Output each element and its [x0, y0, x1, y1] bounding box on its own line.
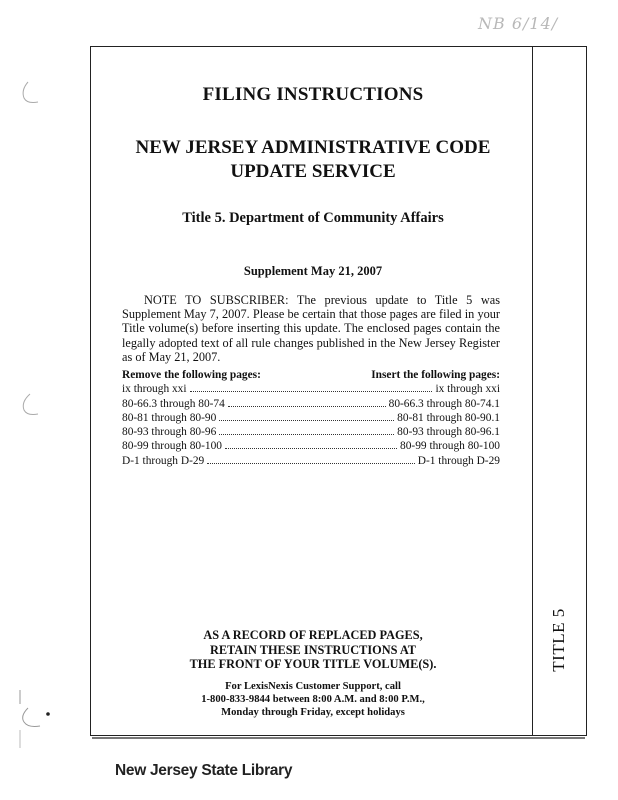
record-notice: [108, 628, 518, 672]
supplement-date: Supplement May 21, 2007: [243, 264, 383, 278]
remove-pages: 80-66.3 through 80-74: [122, 397, 225, 410]
code-heading-line2: UPDATE SERVICE: [230, 161, 396, 182]
dot-leader: [207, 454, 414, 464]
pages-table: [122, 369, 500, 468]
pages-row: [122, 397, 500, 411]
remove-pages: 80-99 through 80-100: [122, 440, 222, 453]
library-stamp: New Jersey State Library: [115, 762, 293, 779]
insert-pages: 80-81 through 80-90.1: [397, 411, 500, 424]
remove-pages: 80-81 through 80-90: [122, 411, 217, 424]
remove-header: Remove the following pages:: [122, 369, 261, 381]
insert-header: Insert the following pages:: [371, 369, 500, 381]
record-notice-line3: THE FRONT OF YOUR TITLE VOLUME(S).: [189, 657, 437, 671]
tab-divider: [532, 46, 533, 736]
dot-leader: [228, 397, 386, 407]
insert-pages: 80-66.3 through 80-74.1: [388, 397, 500, 410]
pages-row: [122, 454, 500, 468]
record-notice-line2: RETAIN THESE INSTRUCTIONS AT: [209, 642, 417, 657]
scan-mark-bottom: [14, 690, 54, 750]
code-heading: [108, 136, 518, 184]
dot-leader: [190, 382, 433, 392]
support-line1: For LexisNexis Customer Support, call: [225, 681, 401, 692]
remove-pages: ix through xxi: [122, 383, 187, 396]
insert-pages: 80-99 through 80-100: [400, 440, 500, 453]
insert-pages: ix through xxi: [435, 383, 500, 396]
subscriber-note-text: NOTE TO SUBSCRIBER: The previous update to Title 5 was Supplement May 7, 2007. Please be certain that those pages are filed in your Title volume(s) before inserting this update. The enclosed pages contain the legally adopted text of all rule changes published in the New Jersey Register as of May 21, 2007.: [122, 293, 500, 364]
customer-support: [108, 680, 518, 720]
filing-instructions-heading: FILING INSTRUCTIONS: [202, 84, 424, 105]
scan-mark-middle: [18, 392, 42, 418]
remove-pages: 80-93 through 80-96: [122, 426, 217, 439]
code-heading-line1: NEW JERSEY ADMINISTRATIVE CODE: [135, 137, 491, 158]
scan-mark-top: [18, 80, 42, 106]
subscriber-note: [122, 293, 500, 364]
pages-table-header: [122, 369, 500, 382]
handwritten-annotation: NB 6/14/: [478, 14, 559, 33]
record-notice-line1: AS A RECORD OF REPLACED PAGES,: [203, 628, 423, 642]
dot-leader: [219, 411, 394, 421]
insert-pages: D-1 through D-29: [417, 454, 500, 467]
remove-pages: D-1 through D-29: [122, 454, 205, 467]
pages-row: [122, 382, 500, 396]
pages-row: [122, 411, 500, 425]
title-subject: Title 5. Department of Community Affairs: [182, 210, 444, 226]
dot-leader: [219, 425, 394, 435]
pages-row: [122, 425, 500, 439]
frame-bottom-shadow: [92, 737, 585, 739]
pages-row: [122, 439, 500, 453]
dot-leader: [225, 439, 397, 449]
title-tab-label: TITLE 5: [549, 608, 568, 672]
support-line2: 1-800-833-9844 between 8:00 A.M. and 8:00 P.M.,: [201, 694, 425, 706]
insert-pages: 80-93 through 80-96.1: [397, 426, 500, 439]
support-line3: Monday through Friday, except holidays: [221, 707, 405, 719]
